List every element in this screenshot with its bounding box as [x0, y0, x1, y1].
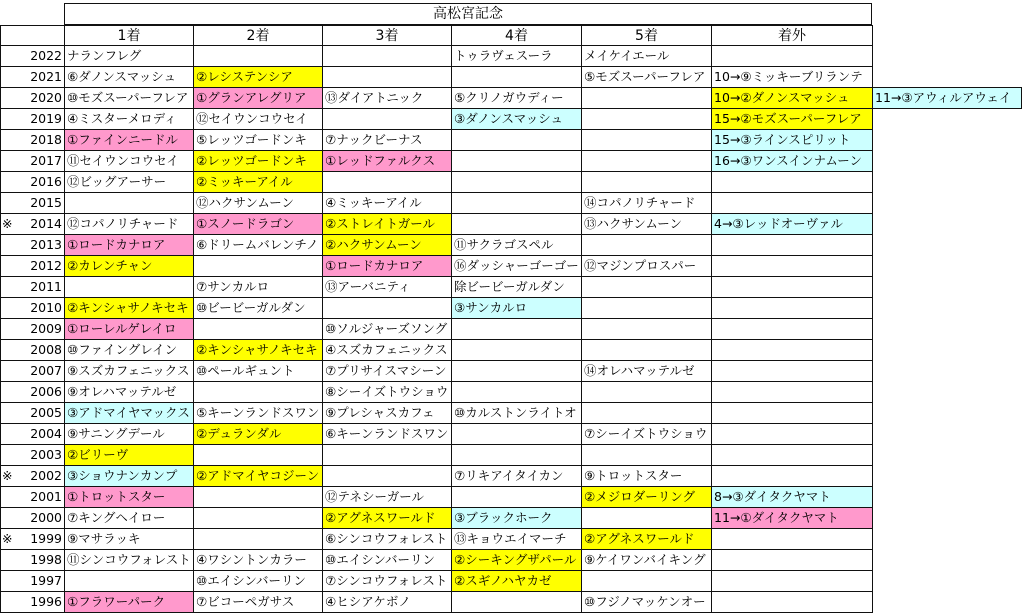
- result-cell: ⑨プレシャスカフェ: [322, 402, 452, 424]
- result-cell: [451, 213, 582, 235]
- result-cell: ③ブラックホーク: [451, 507, 582, 529]
- result-cell: ⑨ケイワンバイキング: [581, 549, 712, 571]
- result-cell: ①ロードカナロア: [322, 255, 452, 277]
- result-cell: ④ヒシアケボノ: [322, 591, 452, 613]
- year-label: 2002: [30, 468, 62, 483]
- year-cell: [0, 402, 65, 424]
- year-label: 2007: [30, 363, 62, 378]
- result-cell: ⑪セイウンコウセイ: [64, 150, 194, 172]
- result-cell: [711, 381, 873, 403]
- result-cell: ⑬ハクサンムーン: [581, 213, 712, 235]
- result-cell: ⑭コパノリチャード: [581, 192, 712, 214]
- result-cell: ②カレンチャン: [64, 255, 194, 277]
- result-cell: ⑨スズカフェニックス: [64, 360, 194, 382]
- result-cell: ⑥シンコウフォレスト: [322, 528, 452, 550]
- result-cell: ②ハクサンムーン: [322, 234, 452, 256]
- year-cell: [0, 423, 65, 445]
- result-cell: ③アドマイヤマックス: [64, 402, 194, 424]
- result-cell: ⑫セイウンコウセイ: [193, 108, 323, 130]
- result-cell: [711, 591, 873, 613]
- year-cell: [0, 549, 65, 571]
- year-label: 2020: [30, 90, 62, 105]
- year-cell: [0, 129, 65, 151]
- result-cell: ⑩ペールギュント: [193, 360, 323, 382]
- result-cell: ⑫テネシーガール: [322, 486, 452, 508]
- year-label: 1996: [30, 594, 62, 609]
- result-cell: [711, 234, 873, 256]
- result-cell: [322, 444, 452, 466]
- result-cell: ⑩モズスーパーフレア: [64, 87, 194, 109]
- result-cell: ②ミッキーアイル: [193, 171, 323, 193]
- result-cell: [581, 108, 712, 130]
- result-cell: [711, 360, 873, 382]
- note-mark: ※: [2, 531, 13, 546]
- year-cell: [0, 213, 65, 235]
- year-cell: [0, 381, 65, 403]
- result-cell: [451, 318, 582, 340]
- result-cell: [581, 171, 712, 193]
- result-cell: ②スギノハヤカゼ: [451, 570, 582, 592]
- result-cell: [711, 423, 873, 445]
- column-header: 着外: [711, 25, 873, 46]
- result-cell: ①レッドファルクス: [322, 150, 452, 172]
- result-cell: [451, 150, 582, 172]
- result-cell: [581, 318, 712, 340]
- result-cell: ②レシステンシア: [193, 66, 323, 88]
- result-cell: [451, 66, 582, 88]
- result-cell: [581, 444, 712, 466]
- result-cell: [322, 45, 452, 67]
- result-cell: [711, 465, 873, 487]
- year-cell: [0, 465, 65, 487]
- year-label: 2006: [30, 384, 62, 399]
- result-cell: ⑫ハクサンムーン: [193, 192, 323, 214]
- result-cell: [193, 507, 323, 529]
- result-cell: ④スズカフェニックス: [322, 339, 452, 361]
- year-cell: [0, 318, 65, 340]
- year-cell: [0, 339, 65, 361]
- result-cell: ⑦プリサイスマシーン: [322, 360, 452, 382]
- result-cell: 15→②モズスーパーフレア: [711, 108, 873, 130]
- year-label: 2013: [30, 237, 62, 252]
- result-cell: 15→③ラインスピリット: [711, 129, 873, 151]
- result-cell: [193, 528, 323, 550]
- result-cell: [322, 171, 452, 193]
- sheet-title: 高松宮記念: [64, 3, 872, 25]
- year-label: 2000: [30, 510, 62, 525]
- result-cell: ⑤レッツゴードンキ: [193, 129, 323, 151]
- result-cell: 10→⑨ミッキーブリランテ: [711, 66, 873, 88]
- result-cell: [711, 171, 873, 193]
- result-cell: [711, 297, 873, 319]
- column-header: 5着: [581, 25, 712, 46]
- year-label: 2016: [30, 174, 62, 189]
- result-cell: [581, 570, 712, 592]
- result-cell: [581, 276, 712, 298]
- result-cell: [581, 150, 712, 172]
- result-cell: ①スノードラゴン: [193, 213, 323, 235]
- header-corner: [0, 25, 65, 46]
- year-cell: [0, 171, 65, 193]
- result-cell: ②アグネスワールド: [322, 507, 452, 529]
- result-cell: ②ストレイトガール: [322, 213, 452, 235]
- year-cell: [0, 297, 65, 319]
- result-cell: ⑥ダノンスマッシュ: [64, 66, 194, 88]
- result-cell: [322, 108, 452, 130]
- year-label: 1997: [30, 573, 62, 588]
- result-cell: 8→③ダイタクヤマト: [711, 486, 873, 508]
- result-cell: [711, 570, 873, 592]
- result-cell: [711, 276, 873, 298]
- result-cell: [711, 255, 873, 277]
- result-cell: ④ミスターメロディ: [64, 108, 194, 130]
- result-cell: [193, 255, 323, 277]
- result-cell: [581, 234, 712, 256]
- result-cell: 4→③レッドオーヴァル: [711, 213, 873, 235]
- result-cell: ⑨マサラッキ: [64, 528, 194, 550]
- year-cell: [0, 234, 65, 256]
- result-cell: ⑧シーイズトウショウ: [322, 381, 452, 403]
- result-cell: [193, 45, 323, 67]
- year-cell: [0, 45, 65, 67]
- year-cell: [0, 192, 65, 214]
- result-cell: 除ビービーガルダン: [451, 276, 582, 298]
- note-mark: ※: [2, 216, 13, 231]
- result-cell: [193, 444, 323, 466]
- result-cell: [322, 465, 452, 487]
- result-cell: [711, 45, 873, 67]
- year-label: 2018: [30, 132, 62, 147]
- result-cell: ⑦ビコーペガサス: [193, 591, 323, 613]
- result-cell: 16→③ワンスインナムーン: [711, 150, 873, 172]
- result-cell: ①ロードカナロア: [64, 234, 194, 256]
- result-cell: トゥラヴェスーラ: [451, 45, 582, 67]
- result-cell: [581, 297, 712, 319]
- result-cell: [451, 423, 582, 445]
- result-cell: ④ワシントンカラー: [193, 549, 323, 571]
- note-mark: ※: [2, 468, 13, 483]
- result-cell: [581, 507, 712, 529]
- year-cell: [0, 486, 65, 508]
- result-cell: ⑦サンカルロ: [193, 276, 323, 298]
- result-cell: ⑤キーンランドスワン: [193, 402, 323, 424]
- result-cell: ①ファインニードル: [64, 129, 194, 151]
- year-label: 2008: [30, 342, 62, 357]
- result-cell: [451, 360, 582, 382]
- result-cell: ⑯ダッシャーゴーゴー: [451, 255, 582, 277]
- result-cell: ⑦ナックビーナス: [322, 129, 452, 151]
- result-cell: ナランフレグ: [64, 45, 194, 67]
- result-cell: 10→②ダノンスマッシュ: [711, 87, 873, 109]
- result-cell: ③サンカルロ: [451, 297, 582, 319]
- year-cell: [0, 255, 65, 277]
- year-cell: [0, 108, 65, 130]
- result-cell: [451, 486, 582, 508]
- result-cell: ⑩ソルジャーズソング: [322, 318, 452, 340]
- result-cell: [64, 192, 194, 214]
- year-label: 2011: [30, 279, 62, 294]
- result-cell: ⑭オレハマッテルゼ: [581, 360, 712, 382]
- result-cell: ⑬ダイアトニック: [322, 87, 452, 109]
- result-cell: ⑤クリノガウディー: [451, 87, 582, 109]
- year-cell: [0, 591, 65, 613]
- result-cell: [193, 318, 323, 340]
- column-header: 1着: [64, 25, 194, 46]
- year-cell: [0, 507, 65, 529]
- year-label: 1999: [30, 531, 62, 546]
- result-cell: ⑪サクラゴスペル: [451, 234, 582, 256]
- result-cell: [64, 276, 194, 298]
- year-label: 2003: [30, 447, 62, 462]
- year-label: 2019: [30, 111, 62, 126]
- result-cell: [322, 297, 452, 319]
- year-cell: [0, 150, 65, 172]
- result-cell: ③ダノンスマッシュ: [451, 108, 582, 130]
- result-cell: [711, 528, 873, 550]
- result-cell: ⑩ビービーガルダン: [193, 297, 323, 319]
- result-cell: ②メジロダーリング: [581, 486, 712, 508]
- result-cell: ②キンシャサノキセキ: [64, 297, 194, 319]
- column-header: 3着: [322, 25, 452, 46]
- result-cell: ①トロットスター: [64, 486, 194, 508]
- result-cell: [711, 339, 873, 361]
- result-cell: ⑩カルストンライトオ: [451, 402, 582, 424]
- year-label: 2004: [30, 426, 62, 441]
- result-cell: [193, 381, 323, 403]
- result-cell: [451, 171, 582, 193]
- result-cell: ⑬キョウエイマーチ: [451, 528, 582, 550]
- result-cell: ⑫ビッグアーサー: [64, 171, 194, 193]
- year-cell: [0, 360, 65, 382]
- year-label: 2022: [30, 48, 62, 63]
- result-cell: ⑥ドリームバレンチノ: [193, 234, 323, 256]
- result-cell: ⑦キングヘイロー: [64, 507, 194, 529]
- result-cell: ⑩フジノマッケンオー: [581, 591, 712, 613]
- result-cell: [581, 129, 712, 151]
- result-cell: ⑩ファイングレイン: [64, 339, 194, 361]
- result-cell: 11→①ダイタクヤマト: [711, 507, 873, 529]
- column-header: 4着: [451, 25, 582, 46]
- year-cell: [0, 276, 65, 298]
- result-cell: ⑩エイシンバーリン: [322, 549, 452, 571]
- year-label: 1998: [30, 552, 62, 567]
- year-label: 2001: [30, 489, 62, 504]
- year-label: 2015: [30, 195, 62, 210]
- result-cell: メイケイエール: [581, 45, 712, 67]
- result-cell: ②アグネスワールド: [581, 528, 712, 550]
- result-cell: ⑫マジンプロスパー: [581, 255, 712, 277]
- result-cell: [581, 402, 712, 424]
- result-cell: [451, 129, 582, 151]
- year-label: 2012: [30, 258, 62, 273]
- result-cell: ①ローレルゲレイロ: [64, 318, 194, 340]
- result-cell: [322, 66, 452, 88]
- result-cell: ②アドマイヤコジーン: [193, 465, 323, 487]
- result-cell: [711, 192, 873, 214]
- result-cell: [711, 444, 873, 466]
- year-label: 2014: [30, 216, 62, 231]
- result-cell: ②レッツゴードンキ: [193, 150, 323, 172]
- result-cell: ②シーキングザパール: [451, 549, 582, 571]
- result-cell: ②キンシャサノキセキ: [193, 339, 323, 361]
- result-cell: [193, 486, 323, 508]
- result-cell: [64, 570, 194, 592]
- year-cell: [0, 528, 65, 550]
- result-cell: [451, 381, 582, 403]
- year-cell: [0, 87, 65, 109]
- result-cell: [581, 381, 712, 403]
- result-cell: ⑦シンコウフォレスト: [322, 570, 452, 592]
- result-cell: ①グランアレグリア: [193, 87, 323, 109]
- result-cell: [451, 591, 582, 613]
- result-cell: ④ミッキーアイル: [322, 192, 452, 214]
- result-cell: ⑨オレハマッテルゼ: [64, 381, 194, 403]
- result-cell: ⑫コパノリチャード: [64, 213, 194, 235]
- result-cell: ⑬アーバニティ: [322, 276, 452, 298]
- result-cell: ③ショウナンカンプ: [64, 465, 194, 487]
- result-cell: ⑩エイシンバーリン: [193, 570, 323, 592]
- year-label: 2017: [30, 153, 62, 168]
- column-header: 2着: [193, 25, 323, 46]
- result-cell: ⑦シーイズトウショウ: [581, 423, 712, 445]
- year-label: 2005: [30, 405, 62, 420]
- result-cell: [581, 339, 712, 361]
- year-label: 2021: [30, 69, 62, 84]
- result-cell: ⑦リキアイタイカン: [451, 465, 582, 487]
- result-cell: ⑤モズスーパーフレア: [581, 66, 712, 88]
- result-cell: [451, 339, 582, 361]
- result-cell: [451, 444, 582, 466]
- result-cell: ⑨サニングデール: [64, 423, 194, 445]
- result-cell: [711, 318, 873, 340]
- result-cell: [581, 87, 712, 109]
- result-cell: ⑨トロットスター: [581, 465, 712, 487]
- result-cell: ⑥キーンランドスワン: [322, 423, 452, 445]
- extra-result-cell: 11→③アウィルアウェイ: [872, 87, 1022, 109]
- result-cell: ⑪シンコウフォレスト: [64, 549, 194, 571]
- year-cell: [0, 570, 65, 592]
- result-cell: [711, 549, 873, 571]
- result-cell: ②デュランダル: [193, 423, 323, 445]
- result-cell: [711, 402, 873, 424]
- year-cell: [0, 444, 65, 466]
- year-cell: [0, 66, 65, 88]
- result-cell: [451, 192, 582, 214]
- result-cell: ②ビリーヴ: [64, 444, 194, 466]
- year-label: 2009: [30, 321, 62, 336]
- year-label: 2010: [30, 300, 62, 315]
- result-cell: ①フラワーパーク: [64, 591, 194, 613]
